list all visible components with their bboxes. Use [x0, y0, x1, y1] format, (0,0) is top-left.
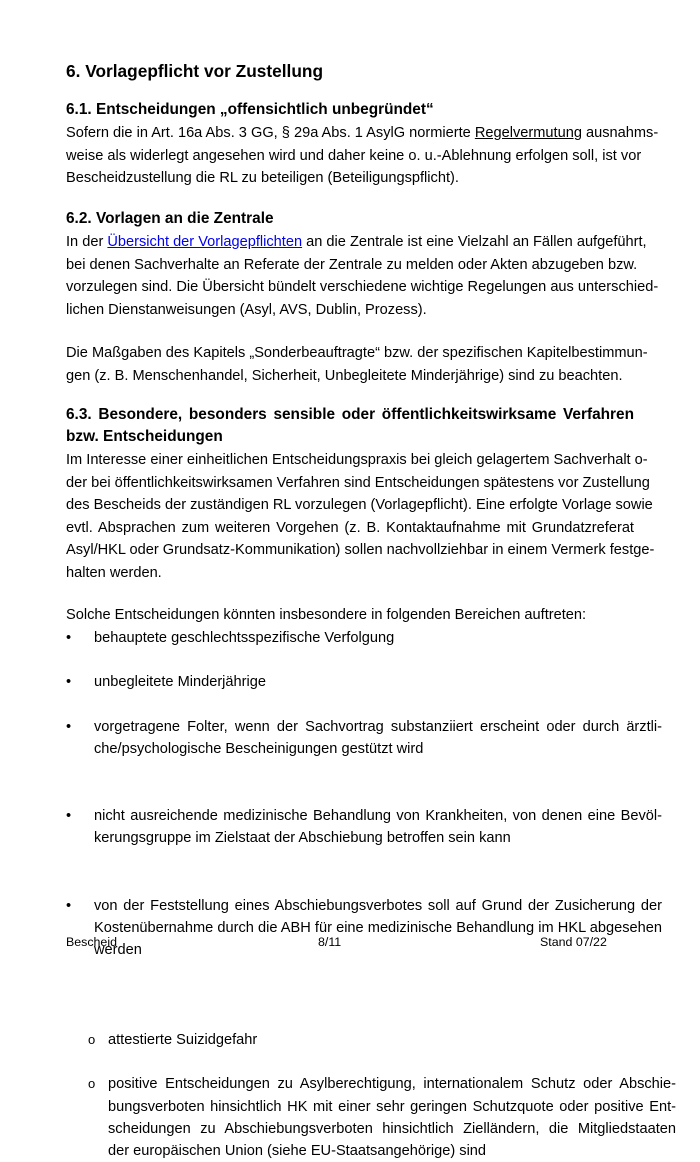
circle-bullet-icon: o: [88, 1031, 96, 1047]
list-item-text: vorgetragene Folter, wenn der Sachvortrag substanziiert erscheint oder durch ärztli-: [94, 718, 662, 735]
list-item-text: Kostenübernahme durch die ABH für eine medizinische Behandlung im HKL abgesehen: [94, 919, 662, 936]
text-span: In der: [66, 234, 108, 250]
text-span: ausnahms-: [581, 125, 659, 141]
list-item-text: behauptete geschlechtsspezifische Verfolgung: [94, 629, 395, 646]
circle-bullet-icon: o: [88, 1076, 96, 1092]
paragraph-line: Im Interesse einer einheitlichen Entscheidungspraxis bei gleich gelagertem Sachverhalt o-: [66, 452, 648, 468]
paragraph-line: halten werden.: [66, 564, 162, 581]
bullet-icon: •: [66, 718, 72, 735]
footer-left: Bescheid: [66, 935, 117, 949]
subsection-title-6-3-cont: bzw. Entscheidungen: [66, 428, 223, 445]
paragraph-line: evtl. Absprachen zum weiteren Vorgehen (z. B. Kontaktaufnahme mit Grundatzreferat: [66, 519, 634, 536]
list-item-text: che/psychologische Bescheinigungen gestützt wird: [94, 741, 424, 758]
regelvermutung-link[interactable]: Regelvermutung: [474, 125, 582, 141]
bullet-icon: •: [66, 629, 72, 646]
list-item: [66, 895, 662, 962]
paragraph-line: der bei öffentlichkeitswirksamen Verfahren sind Entscheidungen spätestens vor Zustellung: [66, 474, 650, 491]
sub-list-item: [66, 1029, 676, 1051]
sub-list-item-text: scheidungen zu Abschiebungsverboten hinsichtlich Zielländern, die Mitgliedstaaten: [108, 1120, 676, 1137]
bullet-icon: •: [66, 897, 72, 914]
vorlagepflichten-link[interactable]: Übersicht der Vorlagepflichten: [107, 234, 303, 250]
subsection-title-6-2: 6.2. Vorlagen an die Zentrale: [66, 210, 274, 227]
list-item: [66, 716, 662, 760]
paragraph-line: gen (z. B. Menschenhandel, Sicherheit, Unbegleitete Minderjährige) sind zu beachten.: [66, 367, 623, 384]
paragraph-line: vorzulegen sind. Die Übersicht bündelt verschiedene wichtige Regelungen aus unterschied-: [66, 279, 659, 295]
list-item-text: kerungsgruppe im Zielstaat der Abschiebung betroffen sein kann: [94, 830, 511, 847]
subsection-title-6-1: 6.1. Entscheidungen „offensichtlich unbegründet“: [66, 101, 434, 118]
list-item-text: unbegleitete Minderjährige: [94, 674, 266, 691]
sub-list-item: [66, 1073, 676, 1162]
paragraph-line: des Bescheids der zuständigen RL vorzulegen (Vorlagepflicht). Eine erfolgte Vorlage sowie: [66, 497, 653, 513]
list-item-text: von der Feststellung eines Abschiebungsverbotes soll auf Grund der Zusicherung der: [94, 897, 662, 914]
subsection-title-6-3: 6.3. Besondere, besonders sensible oder öffentlichkeitswirksame Verfahren: [66, 406, 634, 423]
bullet-icon: •: [66, 808, 72, 825]
list-item: [66, 805, 662, 849]
paragraph-line: [66, 231, 647, 253]
list-item-text: nicht ausreichende medizinische Behandlung von Krankheiten, von denen eine Bevöl-: [94, 808, 662, 825]
footer-page-number: 8/11: [318, 935, 342, 949]
sub-list-item-text: bungsverboten hinsichtlich HK mit einer sehr geringen Schutzquote oder positive Ent-: [108, 1098, 676, 1115]
paragraph-line: lichen Dienstanweisungen (Asyl, AVS, Dublin, Prozess).: [66, 301, 427, 318]
list-item: [66, 627, 662, 649]
sub-list-item-text: der europäischen Union (siehe EU-Staatsangehörige) sind: [108, 1142, 487, 1159]
paragraph-line: Bescheidzustellung die RL zu beteiligen (Beteiligungspflicht).: [66, 170, 459, 186]
bullet-icon: •: [66, 674, 72, 691]
paragraph-line: Asyl/HKL oder Grundsatz-Kommunikation) sollen nachvollziehbar in einem Vermerk festge-: [66, 542, 655, 558]
text-span: Sofern die in Art. 16a Abs. 3 GG, § 29a Abs. 1 AsylG normierte: [66, 125, 475, 141]
paragraph-line: Die Maßgaben des Kapitels „Sonderbeauftragte“ bzw. der spezifischen Kapitelbestimmun-: [66, 345, 648, 361]
text-span: an die Zentrale ist eine Vielzahl an Fällen aufgeführt,: [302, 234, 647, 250]
paragraph-line: weise als widerlegt angesehen wird und daher keine o. u.-Ablehnung erfolgen soll, ist vor: [66, 147, 642, 164]
sub-list-item-text: positive Entscheidungen zu Asylberechtigung, internationalem Schutz oder Abschie-: [108, 1076, 676, 1093]
list-item-text: werden: [94, 942, 142, 958]
paragraph-line: bei denen Sachverhalte an Referate der Zentrale zu melden oder Akten abzugeben bzw.: [66, 256, 638, 273]
sub-list-item-text: attestierte Suizidgefahr: [108, 1031, 258, 1048]
list-item: [66, 671, 662, 693]
paragraph-line: [66, 122, 659, 144]
section-heading: 6. Vorlagepflicht vor Zustellung: [66, 61, 324, 81]
list-intro: Solche Entscheidungen könnten insbesondere in folgenden Bereichen auftreten:: [66, 607, 587, 623]
footer-right: Stand 07/22: [540, 935, 607, 949]
